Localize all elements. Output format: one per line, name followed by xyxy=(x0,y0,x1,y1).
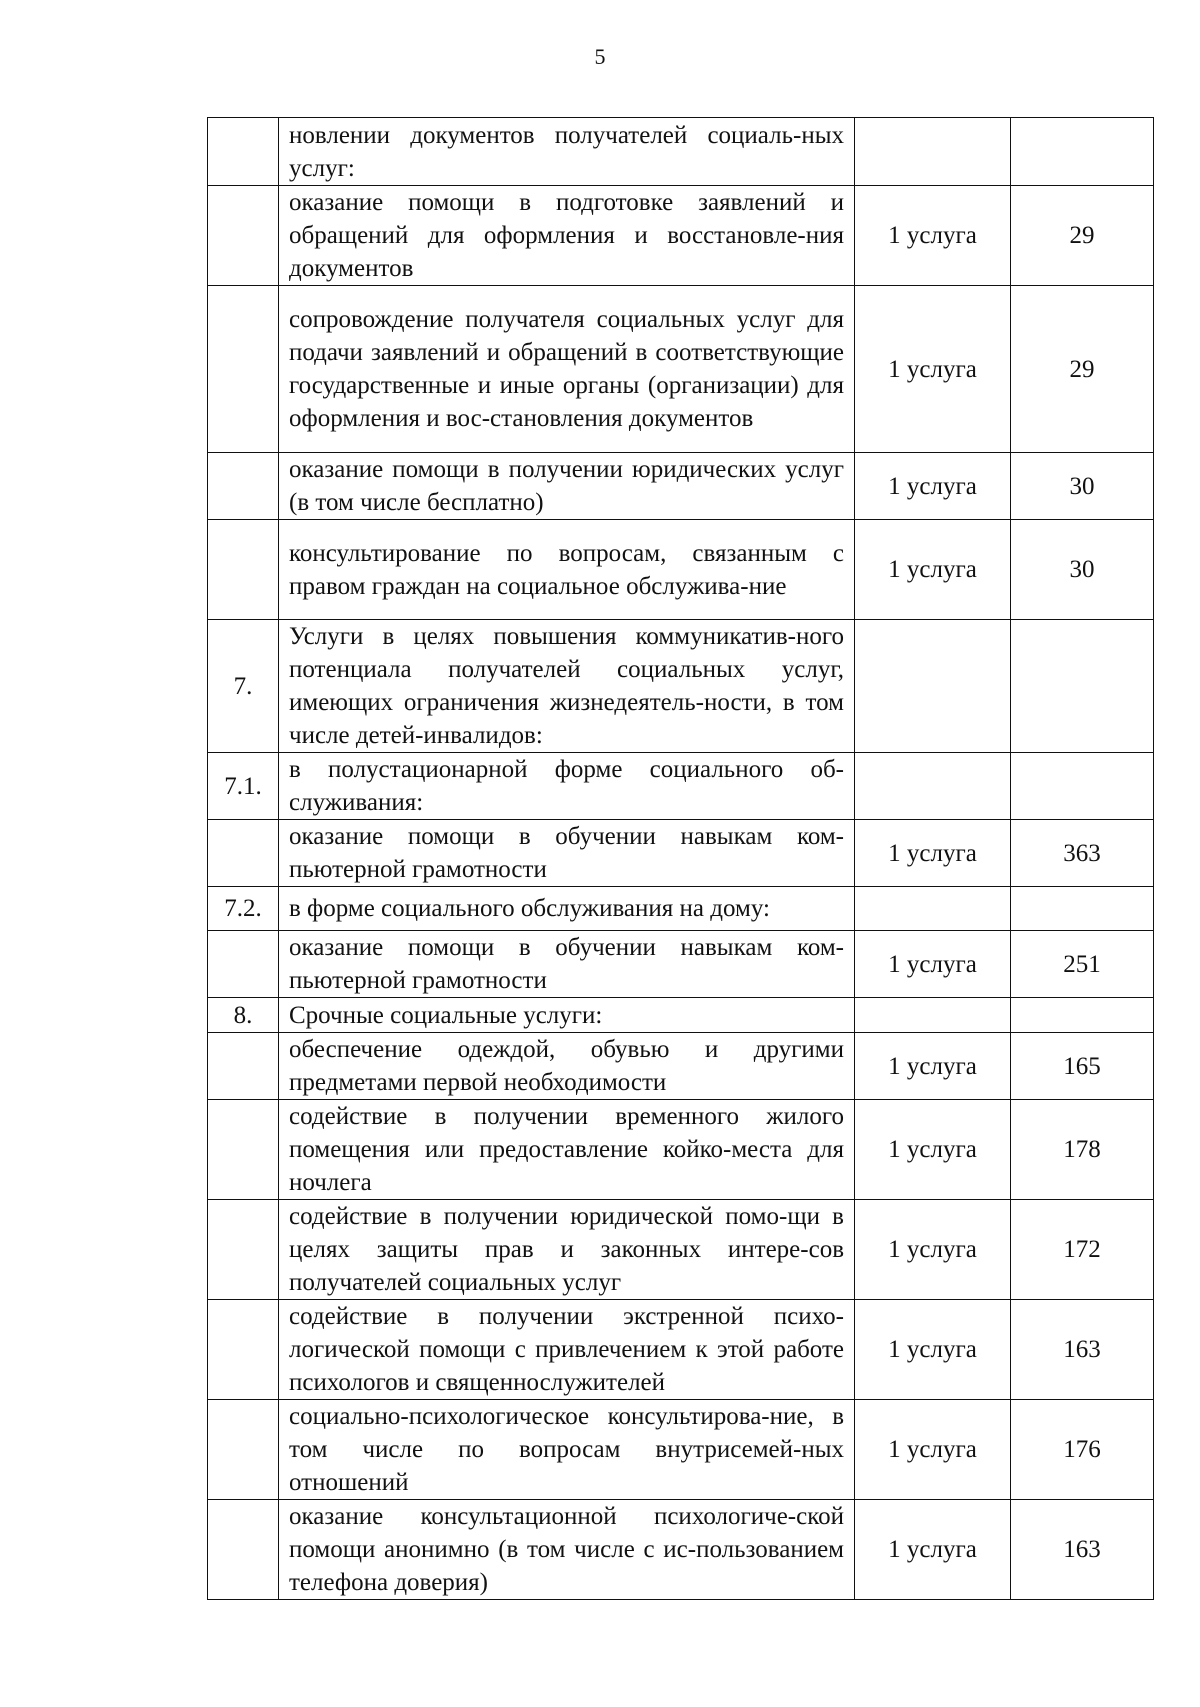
table-row xyxy=(208,931,1154,998)
tariff-value-cell: 251 xyxy=(1011,931,1154,998)
table-row xyxy=(208,1100,1154,1200)
unit-cell: 1 услуга xyxy=(855,1100,1011,1200)
unit-cell: 1 услуга xyxy=(855,186,1011,286)
row-number-cell xyxy=(208,520,279,620)
service-description-cell: новлении документов получателей социаль-ных услуг: xyxy=(279,118,855,186)
unit-cell xyxy=(855,753,1011,820)
service-description-cell: Услуги в целях повышения коммуникатив-ного потенциала получателей социальных услуг, имеющих ограничения жизнедеятель-ности, в том числе детей-инвалидов: xyxy=(279,620,855,753)
service-description-cell: оказание помощи в подготовке заявлений и обращений для оформления и восстановле-ния документов xyxy=(279,186,855,286)
row-number-cell xyxy=(208,1500,279,1600)
tariff-value-cell: 163 xyxy=(1011,1300,1154,1400)
row-number-cell xyxy=(208,186,279,286)
row-number-cell xyxy=(208,1200,279,1300)
table-row xyxy=(208,286,1154,453)
table-row xyxy=(208,1500,1154,1600)
table-row xyxy=(208,820,1154,887)
row-number-cell: 7.2. xyxy=(208,887,279,931)
tariff-value-cell: 29 xyxy=(1011,286,1154,453)
table-row xyxy=(208,520,1154,620)
tariff-value-cell xyxy=(1011,887,1154,931)
service-description-cell: Срочные социальные услуги: xyxy=(279,998,855,1033)
unit-cell xyxy=(855,998,1011,1033)
unit-cell: 1 услуга xyxy=(855,286,1011,453)
tariff-value-cell: 178 xyxy=(1011,1100,1154,1200)
row-number-cell xyxy=(208,1400,279,1500)
unit-cell xyxy=(855,887,1011,931)
unit-cell: 1 услуга xyxy=(855,1500,1011,1600)
table-row xyxy=(208,1200,1154,1300)
service-description-cell: сопровождение получателя социальных услуг для подачи заявлений и обращений в соответствующие государственные и иные органы (организации) для оформления и вос-становления документов xyxy=(279,286,855,453)
row-number-cell xyxy=(208,286,279,453)
tariff-value-cell: 30 xyxy=(1011,453,1154,520)
table-row xyxy=(208,1033,1154,1100)
row-number-cell xyxy=(208,1300,279,1400)
table-row xyxy=(208,753,1154,820)
table-row xyxy=(208,1300,1154,1400)
tariff-value-cell: 30 xyxy=(1011,520,1154,620)
unit-cell: 1 услуга xyxy=(855,1033,1011,1100)
tariff-value-cell: 165 xyxy=(1011,1033,1154,1100)
table-row xyxy=(208,453,1154,520)
service-description-cell: оказание консультационной психологиче-ской помощи анонимно (в том числе с ис-пользованием телефона доверия) xyxy=(279,1500,855,1600)
service-description-cell: в полустационарной форме социального об-служивания: xyxy=(279,753,855,820)
tariff-value-cell xyxy=(1011,620,1154,753)
row-number-cell xyxy=(208,931,279,998)
tariff-value-cell xyxy=(1011,753,1154,820)
unit-cell: 1 услуга xyxy=(855,820,1011,887)
page-number: 5 xyxy=(594,44,606,69)
unit-cell: 1 услуга xyxy=(855,1400,1011,1500)
service-description-cell: содействие в получении временного жилого помещения или предоставление койко-места для ночлега xyxy=(279,1100,855,1200)
unit-cell: 1 услуга xyxy=(855,453,1011,520)
row-number-cell xyxy=(208,1033,279,1100)
tariff-value-cell xyxy=(1011,118,1154,186)
tariff-value-cell: 29 xyxy=(1011,186,1154,286)
tariff-value-cell: 176 xyxy=(1011,1400,1154,1500)
unit-cell xyxy=(855,118,1011,186)
service-description-cell: содействие в получении юридической помо-щи в целях защиты прав и законных интере-сов получателей социальных услуг xyxy=(279,1200,855,1300)
tariff-value-cell: 163 xyxy=(1011,1500,1154,1600)
service-description-cell: в форме социального обслуживания на дому: xyxy=(279,887,855,931)
unit-cell: 1 услуга xyxy=(855,1200,1011,1300)
service-description-cell: оказание помощи в получении юридических услуг (в том числе бесплатно) xyxy=(279,453,855,520)
services-tariff-table xyxy=(207,117,1154,1600)
unit-cell xyxy=(855,620,1011,753)
service-description-cell: консультирование по вопросам, связанным с правом граждан на социальное обслужива-ние xyxy=(279,520,855,620)
table-row xyxy=(208,1400,1154,1500)
service-description-cell: оказание помощи в обучении навыкам ком-пьютерной грамотности xyxy=(279,931,855,998)
table-row xyxy=(208,620,1154,753)
row-number-cell xyxy=(208,453,279,520)
unit-cell: 1 услуга xyxy=(855,931,1011,998)
row-number-cell: 7. xyxy=(208,620,279,753)
row-number-cell: 7.1. xyxy=(208,753,279,820)
service-description-cell: социально-психологическое консультирова-ние, в том числе по вопросам внутрисемей-ных отношений xyxy=(279,1400,855,1500)
table-row xyxy=(208,998,1154,1033)
tariff-value-cell: 363 xyxy=(1011,820,1154,887)
unit-cell: 1 услуга xyxy=(855,520,1011,620)
row-number-cell xyxy=(208,118,279,186)
service-description-cell: содействие в получении экстренной психо-логической помощи с привлечением к этой работе психологов и священнослужителей xyxy=(279,1300,855,1400)
service-description-cell: оказание помощи в обучении навыкам ком-пьютерной грамотности xyxy=(279,820,855,887)
table-row xyxy=(208,118,1154,186)
row-number-cell: 8. xyxy=(208,998,279,1033)
table-row xyxy=(208,887,1154,931)
service-description-cell: обеспечение одеждой, обувью и другими предметами первой необходимости xyxy=(279,1033,855,1100)
tariff-value-cell: 172 xyxy=(1011,1200,1154,1300)
table-row xyxy=(208,186,1154,286)
row-number-cell xyxy=(208,1100,279,1200)
unit-cell: 1 услуга xyxy=(855,1300,1011,1400)
tariff-value-cell xyxy=(1011,998,1154,1033)
row-number-cell xyxy=(208,820,279,887)
